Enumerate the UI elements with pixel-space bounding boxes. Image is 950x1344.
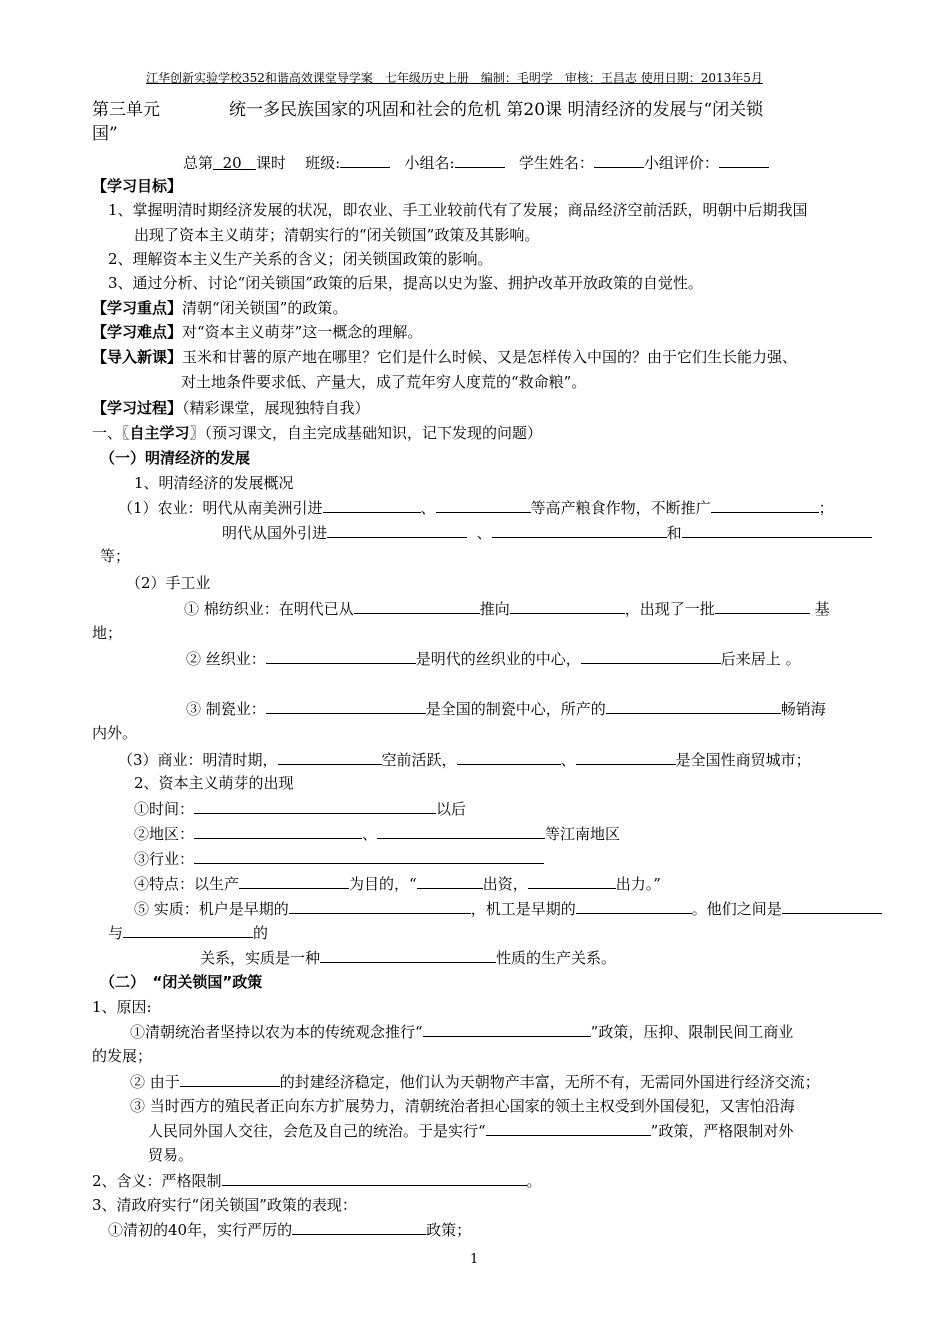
goals-heading: 【学习目标】 xyxy=(92,177,183,195)
time-suffix: 以后 xyxy=(436,800,467,818)
porc-blank-1[interactable] xyxy=(266,698,426,714)
comm-text-b: 空前活跃， xyxy=(381,751,457,769)
essence-blank-3[interactable] xyxy=(782,898,882,914)
feature-text-a: ④特点：以生产 xyxy=(134,875,240,893)
focus-text: 清朝“闭关锁国”的政策。 xyxy=(182,299,348,317)
cotton-text-d: 基 xyxy=(814,600,830,618)
silk-text-c: 后来居上 。 xyxy=(720,650,801,668)
total-prefix: 总第 xyxy=(183,154,214,172)
reason1-text-b: ”政策，压抑、限制民间工商业 xyxy=(590,1023,794,1041)
student-blank[interactable] xyxy=(594,152,644,168)
reason3-text-a: 人民同外国人交往，会危及自己的统治。于是实行“ xyxy=(148,1122,486,1140)
cap-essence-line-3 xyxy=(200,947,616,968)
feature-blank-3[interactable] xyxy=(528,873,616,889)
porc-text-b: 是全国的制瓷中心，所产的 xyxy=(425,700,606,718)
silk-line xyxy=(186,648,801,669)
silk-blank-2[interactable] xyxy=(581,648,721,664)
expression-heading: 3、清政府实行“闭关锁国”政策的表现： xyxy=(92,1196,357,1214)
intro-line xyxy=(92,347,797,367)
comm-blank-2[interactable] xyxy=(457,749,561,765)
difficulty-text: 对“资本主义萌芽”这一概念的理解。 xyxy=(182,323,423,341)
expression1-text-a: ①清初的40年，实行严厉的 xyxy=(108,1221,293,1239)
meaning-text-b: 。 xyxy=(526,1172,542,1190)
unit-label: 第三单元 xyxy=(92,100,160,120)
essence-blank-2[interactable] xyxy=(576,898,692,914)
student-label: 学生姓名： xyxy=(518,154,594,172)
reason-3-line-3: 贸易。 xyxy=(148,1146,194,1164)
self-study-prefix: 一、〖 xyxy=(92,424,130,442)
essence-text-c: 。他们之间是 xyxy=(691,900,782,918)
cotton-line-end: 地； xyxy=(92,624,123,642)
intro-heading: 【导入新课】 xyxy=(92,348,183,366)
cotton-text-a: ① 棉纺织业：在明代已从 xyxy=(184,600,354,618)
cap-essence-line xyxy=(134,898,882,919)
porcelain-line xyxy=(186,698,826,719)
essence3-blank[interactable] xyxy=(320,947,496,963)
lesson-number: 20 xyxy=(222,154,242,172)
agri-line-end: 等； xyxy=(100,547,131,565)
group-blank[interactable] xyxy=(455,152,505,168)
silk-text-b: 是明代的丝织业的中心， xyxy=(415,650,581,668)
agri2-text-a: 明代从国外引进 xyxy=(222,524,328,542)
cap-essence-line-2 xyxy=(108,922,268,943)
self-study-note: 〗（预习课文，自主完成基础知识，记下发现的问题） xyxy=(189,424,543,442)
intro-text-cont: 对土地条件要求低、产量大，成了荒年穷人度荒的“救命粮”。 xyxy=(181,373,587,391)
reason-1-end: 的发展； xyxy=(92,1047,153,1065)
silk-blank-1[interactable] xyxy=(266,648,416,664)
reason2-text-b: 的封建经济稳定，他们认为天朝物产丰富，无所不有，无需同外国进行经济交流； xyxy=(279,1073,820,1091)
reason2-blank[interactable] xyxy=(180,1071,280,1087)
eval-blank[interactable] xyxy=(719,152,769,168)
goal-2: 2、理解资本主义生产关系的含义；闭关锁国政策的影响。 xyxy=(108,250,493,268)
reason1-text-a: ①清朝统治者坚持以农为本的传统观念推行“ xyxy=(130,1023,423,1041)
essence-text-b: ，机工是早期的 xyxy=(470,900,576,918)
eval-label: 小组评价： xyxy=(643,154,719,172)
agri-line-2 xyxy=(222,522,872,543)
essence3-text-b: 性质的生产关系。 xyxy=(496,949,617,967)
industry-blank[interactable] xyxy=(194,848,544,864)
feature-text-c: 出资， xyxy=(482,875,528,893)
focus-line xyxy=(92,298,347,318)
agri2-sep: 、 xyxy=(476,524,492,542)
agri-blank-1[interactable] xyxy=(323,497,421,513)
agri-blank-2[interactable] xyxy=(436,497,531,513)
cotton-blank-1[interactable] xyxy=(354,598,480,614)
agri2-blank-2[interactable] xyxy=(492,522,667,538)
agri2-text-c: 和 xyxy=(666,524,682,542)
cotton-text-b: 推向 xyxy=(479,600,510,618)
agri-sep: 、 xyxy=(420,499,436,517)
info-line xyxy=(183,152,769,173)
area-blank-2[interactable] xyxy=(377,823,545,839)
essence2-text-a: 与 xyxy=(108,924,124,942)
cap-industry-line xyxy=(134,848,544,869)
goal-3: 3、通过分析、讨论“闭关锁国”政策的后果，提高以史为鉴、拥护改革开放政策的自觉性。 xyxy=(108,274,703,292)
meaning-blank[interactable] xyxy=(222,1170,527,1186)
reason2-text-a: ② 由于 xyxy=(130,1073,180,1091)
porc-text-a: ③ 制瓷业： xyxy=(186,700,266,718)
agri-line-1 xyxy=(118,497,834,518)
self-study-line xyxy=(92,423,542,443)
comm-blank-3[interactable] xyxy=(576,749,676,765)
lesson-title-cont: 国” xyxy=(92,124,118,144)
area-blank-1[interactable] xyxy=(194,823,362,839)
handicraft-title: （2）手工业 xyxy=(126,574,211,592)
cotton-line xyxy=(184,598,830,619)
industry-label: ③行业： xyxy=(134,850,195,868)
expression1-text-b: 政策； xyxy=(426,1221,472,1239)
feature-text-b: 为目的，“ xyxy=(349,875,417,893)
essence-text-a: ⑤ 实质：机户是早期的 xyxy=(134,900,289,918)
expression1-blank[interactable] xyxy=(292,1219,426,1235)
time-blank[interactable] xyxy=(194,798,436,814)
page-number: 1 xyxy=(470,1252,479,1267)
class-blank[interactable] xyxy=(340,152,390,168)
reason3-text-b: ”政策，严格限制对外 xyxy=(650,1122,794,1140)
essence2-text-b: 的 xyxy=(253,924,269,942)
feature-blank-1[interactable] xyxy=(239,873,349,889)
class-label: 班级: xyxy=(305,154,341,172)
cotton-blank-3[interactable] xyxy=(715,598,810,614)
goal-1: 1、掌握明清时期经济发展的状况，即农业、手工业较前代有了发展；商品经济空前活跃，明朝中后期我国 xyxy=(108,201,808,219)
cotton-blank-2[interactable] xyxy=(510,598,625,614)
reason-3-line-2 xyxy=(148,1120,793,1141)
reason-heading: 1、原因: xyxy=(92,998,152,1016)
difficulty-line xyxy=(92,322,422,342)
group-label: 小组名: xyxy=(404,154,455,172)
reason-2-line xyxy=(130,1071,820,1092)
expression-1-line xyxy=(108,1219,471,1240)
cotton-text-c: ，出现了一批 xyxy=(624,600,715,618)
comm-text-a: （3）商业：明清时期， xyxy=(118,751,278,769)
porc-blank-2[interactable] xyxy=(606,698,781,714)
feature-text-d: 出力。” xyxy=(615,875,661,893)
agri-text-d: ； xyxy=(818,499,834,517)
intro-text: 玉米和甘薯的原产地在哪里？它们是什么时候、又是怎样传入中国的？由于它们生长能力强、 xyxy=(182,348,798,366)
porc-text-c: 畅销海 xyxy=(780,700,826,718)
reason-3-line: ③ 当时西方的殖民者正向东方扩展势力，清朝统治者担心国家的领土主权受到外国侵犯，又害怕沿海 xyxy=(130,1097,795,1115)
agri2-blank-3[interactable] xyxy=(682,522,872,538)
feature-blank-2[interactable] xyxy=(417,873,483,889)
agri-text-c: 等高产粮食作物，不断推广 xyxy=(530,499,711,517)
cap-time-line xyxy=(134,798,466,819)
essence-blank-1[interactable] xyxy=(289,898,471,914)
self-study-title: 自主学习 xyxy=(129,424,190,442)
lesson-title: 统一多民族国家的巩固和社会的危机 第20课 明清经济的发展与“闭关锁 xyxy=(229,100,764,120)
section-2-title: （二） “闭关锁国”政策 xyxy=(100,973,263,991)
sub-1-title: 1、明清经济的发展概况 xyxy=(134,474,294,492)
lesson-suffix: 课时 xyxy=(255,154,286,172)
process-line xyxy=(92,398,370,418)
cap-area-line xyxy=(134,823,620,844)
meaning-line xyxy=(92,1170,542,1191)
area-suffix: 等江南地区 xyxy=(545,825,621,843)
meaning-text-a: 2、含义：严格限制 xyxy=(92,1172,222,1190)
area-label: ②地区： xyxy=(134,825,195,843)
porcelain-line-end: 内外。 xyxy=(92,724,138,742)
process-heading: 【学习过程】 xyxy=(92,399,183,417)
comm-blank-1[interactable] xyxy=(278,749,382,765)
agri-text-a: （1）农业：明代从南美洲引进 xyxy=(118,499,323,517)
section-1-title: （一）明清经济的发展 xyxy=(100,449,251,467)
commerce-line xyxy=(118,749,811,770)
comm-text-d: 是全国性商贸城市； xyxy=(675,751,811,769)
area-sep: 、 xyxy=(362,825,378,843)
sub-2-title: 2、资本主义萌芽的出现 xyxy=(134,774,294,792)
essence2-blank[interactable] xyxy=(123,922,253,938)
reason3-blank[interactable] xyxy=(486,1120,651,1136)
reason-1-line xyxy=(130,1021,793,1042)
reason1-blank[interactable] xyxy=(423,1021,591,1037)
difficulty-heading: 【学习难点】 xyxy=(92,323,183,341)
comm-sep: 、 xyxy=(560,751,576,769)
header-line: 江华创新实验学校352和谐高效课堂导学案 七年级历史上册 编制：毛明学 审核：王昌志 使用日期：2013年5月 xyxy=(146,71,763,85)
time-label: ①时间： xyxy=(134,800,195,818)
agri-blank-3[interactable] xyxy=(711,497,819,513)
essence3-text-a: 关系，实质是一种 xyxy=(200,949,321,967)
focus-heading: 【学习重点】 xyxy=(92,299,183,317)
cap-feature-line xyxy=(134,873,661,894)
silk-text-a: ② 丝织业： xyxy=(186,650,266,668)
goal-1-cont: 出现了资本主义萌芽；清朝实行的“闭关锁国”政策及其影响。 xyxy=(134,226,540,244)
process-note: （精彩课堂，展现独特自我） xyxy=(182,399,370,417)
agri2-blank-1[interactable] xyxy=(327,522,467,538)
